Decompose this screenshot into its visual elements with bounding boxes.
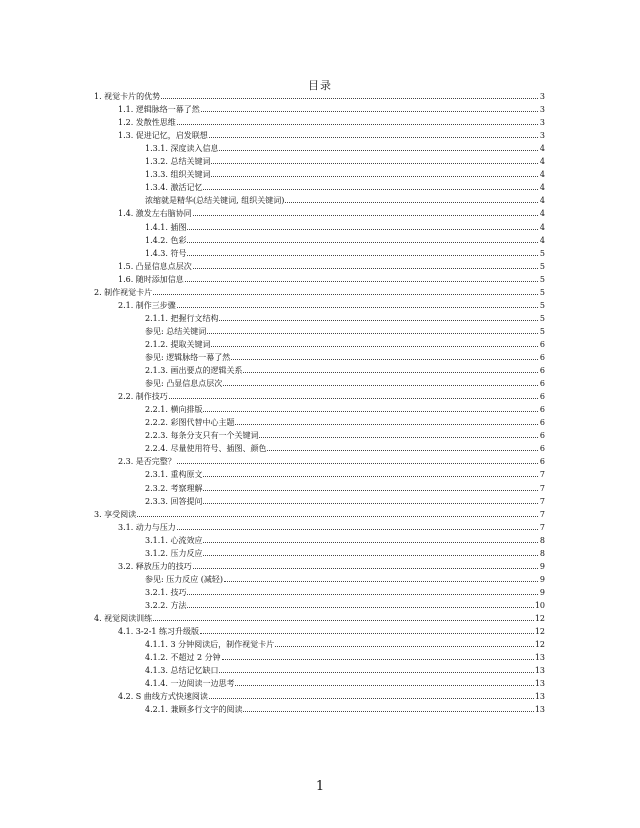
toc-entry[interactable]: [145, 181, 545, 193]
toc-entry[interactable]: [145, 364, 545, 376]
toc-entry-page: 5: [539, 274, 545, 284]
toc-entry-page: 9: [539, 587, 545, 597]
toc-entry-page: 8: [539, 548, 545, 558]
toc-entry-title: 1.1. 逻辑脉络一幕了然: [118, 105, 200, 115]
toc-entry[interactable]: [118, 260, 545, 272]
toc-leader-dots: [153, 612, 534, 621]
toc-entry-page: 3: [539, 105, 545, 115]
toc-leader-dots: [275, 638, 534, 647]
toc-entry-title: 1.3.2. 总结关键词: [145, 157, 211, 167]
toc-entry-title: 4.1.3. 总结记忆缺口: [145, 666, 219, 676]
toc-entry-page: 12: [534, 627, 545, 637]
toc-entry-page: 5: [539, 313, 545, 323]
toc-entry-page: 13: [534, 679, 545, 689]
toc-entry-page: 5: [539, 261, 545, 271]
toc-entry-title: 4.1.2. 不超过 2 分钟: [145, 653, 221, 663]
toc-entry-title: 2.1. 制作三步骤: [118, 300, 176, 310]
toc-leader-dots: [231, 351, 538, 360]
toc-entry[interactable]: [145, 586, 545, 598]
toc-entry-title: 2.3. 是否完整？: [118, 457, 176, 467]
toc-entry-title: 2.3.3. 回答提问: [145, 496, 203, 506]
toc-leader-dots: [203, 482, 538, 491]
toc-entry[interactable]: [145, 416, 545, 428]
toc-entry-title: 2.2.3. 每条分支只有一个关键词: [145, 431, 259, 441]
toc-entry-page: 4: [539, 196, 545, 206]
toc-entry[interactable]: [145, 651, 545, 663]
toc-leader-dots: [161, 90, 538, 99]
toc-leader-dots: [201, 103, 538, 112]
toc-leader-dots: [187, 599, 533, 608]
toc-entry-page: 4: [539, 170, 545, 180]
toc-entry[interactable]: [118, 455, 545, 467]
toc-entry[interactable]: [118, 690, 545, 702]
toc-entry-title: 1.4. 激发左右脑协同: [118, 209, 192, 219]
toc-entry-title: 4.1. 3-2-1 练习升级版: [118, 627, 200, 637]
toc-entry-page: 12: [534, 614, 545, 623]
toc-entry-title: 2.1.1. 把握行文结构: [145, 313, 219, 323]
toc-leader-dots: [259, 429, 538, 438]
toc-entry-page: 7: [539, 509, 545, 519]
toc-entry[interactable]: [145, 155, 545, 167]
toc-entry[interactable]: [118, 625, 545, 637]
toc-leader-dots: [137, 508, 538, 517]
toc-leader-dots: [187, 247, 538, 256]
toc-leader-dots: [203, 403, 538, 412]
toc-entry-title: 参见: 总结关键词: [145, 326, 207, 336]
toc-leader-dots: [193, 560, 538, 569]
toc-leader-dots: [267, 442, 538, 451]
toc-entry-page: 7: [539, 496, 545, 506]
toc-leader-dots: [219, 142, 538, 151]
toc-leader-dots: [285, 194, 538, 203]
toc-leader-dots: [193, 260, 538, 269]
toc-entry-title: 1.3.3. 组织关键词: [145, 170, 211, 180]
toc-entry-page: 13: [534, 692, 545, 702]
toc-entry[interactable]: [118, 116, 545, 128]
toc-entry-page: 6: [539, 353, 545, 362]
toc-entry[interactable]: [145, 547, 545, 559]
toc-leader-dots: [222, 651, 534, 660]
toc-leader-dots: [243, 703, 533, 712]
toc-entry-title: 3.1.2. 压力反应: [145, 548, 203, 558]
toc-entry-page: 5: [539, 248, 545, 258]
toc-entry[interactable]: [94, 508, 545, 520]
toc-leader-dots: [177, 521, 538, 530]
toc-entry-page: 4: [539, 144, 545, 154]
toc-leader-dots: [219, 664, 533, 673]
toc-entry-page: 6: [539, 418, 545, 428]
toc-entry-page: 5: [539, 326, 545, 336]
toc-entry-title: 参见: 逻辑脉络一幕了然: [145, 353, 231, 362]
toc-entry-title: 1.5. 凸显信息点层次: [118, 261, 192, 271]
toc-entry-title: 2.2.2. 彩图代替中心主题: [145, 418, 235, 428]
toc-entry-title: 4.1.1. 3 分钟阅读后，制作视觉卡片: [145, 640, 275, 650]
page-number: 1: [315, 779, 325, 794]
toc-entry-title: 3.2.2. 方法: [145, 600, 187, 610]
toc-entry[interactable]: [118, 390, 545, 402]
toc-entry-title: 1.2. 发散性思维: [118, 118, 176, 128]
toc-leader-dots: [223, 377, 538, 386]
toc-entry-title: 1.3.1. 深度读入信息: [145, 144, 219, 154]
toc-entry-page: 4: [539, 183, 545, 193]
toc-entry-title: 2. 制作视觉卡片: [94, 287, 153, 297]
toc-entry-page: 3: [539, 118, 545, 128]
toc-leader-dots: [177, 116, 538, 125]
toc-entry[interactable]: [145, 468, 545, 480]
toc-entry-page: 13: [534, 666, 545, 676]
toc-leader-dots: [211, 338, 538, 347]
toc-entry-page: 7: [539, 483, 545, 493]
toc-leader-dots: [243, 364, 538, 373]
toc-leader-dots: [177, 299, 538, 308]
toc-entry-title: 2.1.3. 画出要点的逻辑关系: [145, 366, 243, 376]
toc-entry-title: 4. 视觉阅读训练: [94, 614, 153, 623]
toc-entry-title: 1.4.1. 插图: [145, 222, 187, 232]
toc-leader-dots: [187, 234, 538, 243]
toc-entry[interactable]: [118, 273, 545, 285]
toc-entry-page: 7: [539, 522, 545, 532]
toc-entry-page: 5: [539, 300, 545, 310]
toc-entry-title: 2.2.1. 横向排版: [145, 405, 203, 415]
toc-entry-title: 3.2.1. 技巧: [145, 587, 187, 597]
toc-entry[interactable]: [145, 221, 545, 233]
toc-entry-title: 2.2. 制作技巧: [118, 392, 168, 402]
toc-entry-title: 3.1. 动力与压力: [118, 522, 176, 532]
toc-entry[interactable]: [145, 495, 545, 507]
toc-entry-title: 3.2. 释放压力的技巧: [118, 561, 192, 571]
toc-entry[interactable]: [145, 142, 545, 154]
toc-entry[interactable]: [145, 638, 545, 650]
toc-entry-page: 4: [539, 157, 545, 167]
toc-entry-page: 4: [539, 235, 545, 245]
toc-entry[interactable]: [145, 247, 545, 259]
toc-entry-title: 4.1.4. 一边阅读一边思考: [145, 679, 235, 689]
toc-entry-page: 10: [534, 600, 545, 610]
toc-entry[interactable]: [145, 403, 545, 415]
toc-entry[interactable]: [145, 351, 545, 363]
toc-leader-dots: [203, 534, 538, 543]
toc-leader-dots: [211, 168, 538, 177]
toc-entry[interactable]: [118, 207, 545, 219]
toc-entry-page: 9: [539, 561, 545, 571]
toc-entry[interactable]: [94, 286, 545, 298]
toc-entry[interactable]: [145, 168, 545, 180]
toc-entry[interactable]: [145, 442, 545, 454]
toc-leader-dots: [187, 586, 538, 595]
toc-entry-page: 6: [539, 431, 545, 441]
toc-entry-page: 9: [539, 574, 545, 584]
toc-entry[interactable]: [145, 312, 545, 324]
toc-entry-title: 2.2.4. 尽量使用符号、插图、颜色: [145, 444, 267, 454]
toc-entry-title: 浓缩就是精华(总结关键词, 组织关键词): [145, 196, 285, 206]
toc-entry[interactable]: [145, 677, 545, 689]
toc-leader-dots: [219, 312, 538, 321]
toc-entry-page: 13: [534, 653, 545, 663]
toc-entry[interactable]: [118, 521, 545, 533]
toc-entry-page: 6: [539, 379, 545, 389]
toc-leader-dots: [169, 390, 538, 399]
toc-entry-page: 4: [539, 209, 545, 219]
toc-entry-page: 12: [534, 640, 545, 650]
toc-leader-dots: [153, 286, 538, 295]
toc-entry-title: 参见: 压力反应 (减轻): [145, 574, 224, 584]
toc-title: 目录: [308, 79, 332, 92]
toc-entry-title: 3.1.1. 心流效应: [145, 535, 203, 545]
toc-entry[interactable]: [145, 599, 545, 611]
toc-leader-dots: [203, 468, 538, 477]
toc-entry-title: 2.3.2. 考察理解: [145, 483, 203, 493]
toc-entry-page: 6: [539, 444, 545, 454]
toc-entry[interactable]: [145, 534, 545, 546]
toc-leader-dots: [193, 207, 538, 216]
toc-entry-page: 3: [539, 92, 545, 101]
toc-leader-dots: [200, 625, 534, 634]
toc-entry-page: 6: [539, 392, 545, 402]
toc-entry-page: 6: [539, 339, 545, 349]
toc-leader-dots: [235, 416, 538, 425]
toc-entry-title: 2.1.2. 提取关键词: [145, 339, 211, 349]
toc-entry-page: 6: [539, 366, 545, 376]
toc-entry[interactable]: [145, 234, 545, 246]
toc-entry[interactable]: [145, 429, 545, 441]
toc-leader-dots: [203, 495, 538, 504]
toc-entry-page: 6: [539, 405, 545, 415]
toc-entry-title: 1.3.4. 激活记忆: [145, 183, 203, 193]
toc-entry[interactable]: [118, 299, 545, 311]
toc-entry-title: 1.4.2. 色彩: [145, 235, 187, 245]
toc-entry-page: 7: [539, 470, 545, 480]
toc-entry[interactable]: [145, 703, 545, 715]
toc-entry-page: 6: [539, 457, 545, 467]
toc-entry[interactable]: [118, 129, 545, 141]
toc-entry[interactable]: [145, 482, 545, 494]
toc-entry-title: 1.3. 促进记忆，启发联想: [118, 131, 208, 141]
toc-leader-dots: [177, 455, 538, 464]
toc-entry-title: 1. 视觉卡片的优势: [94, 92, 161, 101]
toc-leader-dots: [203, 547, 538, 556]
toc-entry-title: 参见: 凸显信息点层次: [145, 379, 223, 389]
toc-leader-dots: [185, 273, 538, 282]
toc-entry-page: 5: [539, 287, 545, 297]
toc-leader-dots: [211, 155, 538, 164]
toc-entry[interactable]: [118, 560, 545, 572]
toc-entry[interactable]: [118, 103, 545, 115]
toc-leader-dots: [207, 325, 538, 334]
toc-entry[interactable]: [145, 194, 545, 206]
toc-entry-page: 3: [539, 131, 545, 141]
toc-entry[interactable]: [145, 573, 545, 585]
toc-entry-title: 4.2. S 曲线方式快速阅读: [118, 692, 208, 702]
toc-entry[interactable]: [145, 325, 545, 337]
toc-entry-title: 1.4.3. 符号: [145, 248, 187, 258]
toc-entry-page: 8: [539, 535, 545, 545]
toc-leader-dots: [235, 677, 533, 686]
toc-entry-page: 13: [534, 705, 545, 715]
toc-entry[interactable]: [145, 664, 545, 676]
toc-leader-dots: [187, 221, 538, 230]
toc-leader-dots: [209, 690, 534, 699]
toc-entry[interactable]: [145, 377, 545, 389]
toc-entry-title: 4.2.1. 兼顾多行文字的阅读: [145, 705, 243, 715]
toc-entry-title: 1.6. 随时添加信息: [118, 274, 184, 284]
toc-entry[interactable]: [94, 90, 545, 102]
toc-entry-page: 4: [539, 222, 545, 232]
toc-entry[interactable]: [145, 338, 545, 350]
toc-entry[interactable]: [94, 612, 545, 624]
toc-leader-dots: [209, 129, 538, 138]
toc-leader-dots: [203, 181, 538, 190]
toc-entry-title: 3. 享受阅读: [94, 509, 137, 519]
toc-leader-dots: [224, 573, 538, 582]
toc-entry-title: 2.3.1. 重构原文: [145, 470, 203, 480]
